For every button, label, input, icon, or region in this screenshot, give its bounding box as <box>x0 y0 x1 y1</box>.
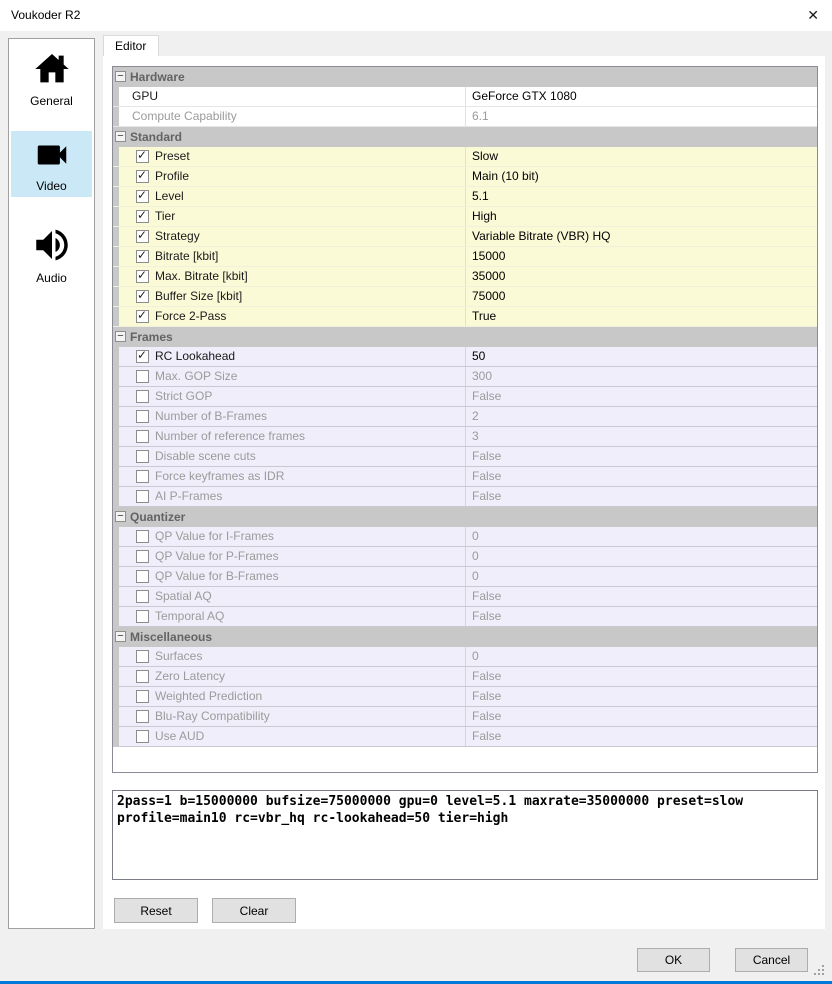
property-label: AI P-Frames <box>155 489 223 503</box>
property-row-number-of-b-frames[interactable] <box>113 407 817 427</box>
sidebar-item-general[interactable] <box>11 45 92 111</box>
property-label: Surfaces <box>155 649 203 663</box>
check-icon: ✓ <box>137 148 148 162</box>
property-label: Tier <box>155 209 176 223</box>
property-label-cell <box>119 167 466 186</box>
property-value[interactable]: Variable Bitrate (VBR) HQ <box>472 229 611 243</box>
property-row-rc-lookahead[interactable] <box>113 347 817 367</box>
property-row-compute-capability[interactable] <box>113 107 817 127</box>
property-value[interactable]: Slow <box>472 149 499 163</box>
checkbox-max-gop-size[interactable] <box>136 370 149 383</box>
collapse-icon[interactable]: − <box>115 511 126 522</box>
property-label-cell <box>119 467 466 486</box>
property-label-cell <box>119 647 466 666</box>
property-label-cell <box>119 547 466 566</box>
property-value[interactable]: False <box>472 489 502 503</box>
checkbox-surfaces[interactable] <box>136 650 149 663</box>
property-label: Number of B-Frames <box>155 409 268 423</box>
property-value[interactable]: 35000 <box>472 269 506 283</box>
checkbox-preset[interactable] <box>136 150 149 163</box>
property-label-cell <box>119 247 466 266</box>
property-row-profile[interactable] <box>113 167 817 187</box>
property-label: Bitrate [kbit] <box>155 249 219 263</box>
checkbox-strategy[interactable] <box>136 230 149 243</box>
property-value[interactable]: False <box>472 389 502 403</box>
check-icon: ✓ <box>137 308 148 322</box>
video-camera-icon <box>30 136 74 174</box>
section-title: Quantizer <box>130 510 186 524</box>
checkbox-tier[interactable] <box>136 210 149 223</box>
property-row-preset[interactable] <box>113 147 817 167</box>
property-label: GPU <box>132 89 159 103</box>
property-label-cell <box>119 307 466 326</box>
section-header-hardware[interactable] <box>113 67 817 87</box>
property-row-qp-value-for-p-frames[interactable] <box>113 547 817 567</box>
check-icon: ✓ <box>137 168 148 182</box>
property-label: Spatial AQ <box>155 589 212 603</box>
property-value[interactable]: 0 <box>472 549 479 563</box>
sidebar-item-audio[interactable] <box>11 219 92 289</box>
property-row-force-2-pass[interactable] <box>113 307 817 327</box>
property-value[interactable]: 50 <box>472 349 486 363</box>
property-label-cell <box>119 487 466 506</box>
property-row-spatial-aq[interactable] <box>113 587 817 607</box>
section-title: Standard <box>130 130 183 144</box>
property-value[interactable]: False <box>472 669 502 683</box>
sidebar-item-label: Video <box>36 178 67 193</box>
property-label: Zero Latency <box>155 669 226 683</box>
property-value[interactable]: False <box>472 449 502 463</box>
property-label-cell <box>119 447 466 466</box>
property-value[interactable]: 75000 <box>472 289 506 303</box>
section-header-quantizer[interactable] <box>113 507 817 527</box>
checkbox-ai-p-frames[interactable] <box>136 490 149 503</box>
property-label: Disable scene cuts <box>155 449 256 463</box>
property-value[interactable]: 2 <box>472 409 479 423</box>
checkbox-bitrate-kbit[interactable] <box>136 250 149 263</box>
checkbox-qp-value-for-i-frames[interactable] <box>136 530 149 543</box>
property-row-number-of-reference-frames[interactable] <box>113 427 817 447</box>
property-label-cell <box>119 147 466 166</box>
property-label-cell <box>119 347 466 366</box>
property-value[interactable]: False <box>472 589 502 603</box>
property-label-cell <box>119 87 466 106</box>
property-label-cell <box>119 427 466 446</box>
property-label-cell <box>119 527 466 546</box>
clear-button[interactable]: Clear <box>212 898 296 923</box>
property-label: Profile <box>155 169 190 183</box>
property-value[interactable]: High <box>472 209 497 223</box>
property-label-cell <box>119 687 466 706</box>
property-label: Compute Capability <box>132 109 237 123</box>
property-row-bitrate-kbit[interactable] <box>113 247 817 267</box>
property-label: Force 2-Pass <box>155 309 227 323</box>
collapse-icon[interactable]: − <box>115 71 126 82</box>
speaker-icon <box>29 224 75 266</box>
section-title: Hardware <box>130 70 185 84</box>
resize-grip[interactable] <box>814 965 826 977</box>
reset-button[interactable]: Reset <box>114 898 198 923</box>
property-value[interactable]: Main (10 bit) <box>472 169 539 183</box>
property-label: Temporal AQ <box>155 609 225 623</box>
property-label-cell <box>119 227 466 246</box>
property-label: Preset <box>155 149 190 163</box>
property-row-strategy[interactable] <box>113 227 817 247</box>
property-label: Buffer Size [kbit] <box>155 289 243 303</box>
property-value[interactable]: False <box>472 729 502 743</box>
checkbox-temporal-aq[interactable] <box>136 610 149 623</box>
property-row-use-aud[interactable] <box>113 727 817 747</box>
property-label-cell <box>119 727 466 746</box>
property-label: QP Value for P-Frames <box>155 549 279 563</box>
property-grid <box>112 66 818 773</box>
checkbox-spatial-aq[interactable] <box>136 590 149 603</box>
property-value[interactable]: 0 <box>472 569 479 583</box>
section-header-miscellaneous[interactable] <box>113 627 817 647</box>
property-label: Use AUD <box>155 729 205 743</box>
check-icon: ✓ <box>137 228 148 242</box>
property-row-disable-scene-cuts[interactable] <box>113 447 817 467</box>
section-title: Frames <box>130 330 173 344</box>
collapse-icon[interactable]: − <box>115 331 126 342</box>
sidebar <box>8 38 95 929</box>
titlebar <box>0 0 832 31</box>
property-value[interactable]: 15000 <box>472 249 506 263</box>
check-icon: ✓ <box>137 248 148 262</box>
property-value[interactable]: False <box>472 709 502 723</box>
ok-button[interactable]: OK <box>637 948 710 972</box>
property-label-cell <box>119 607 466 626</box>
property-label: Number of reference frames <box>155 429 306 443</box>
check-icon: ✓ <box>137 348 148 362</box>
property-value[interactable]: False <box>472 689 502 703</box>
property-label-cell <box>119 207 466 226</box>
checkbox-qp-value-for-b-frames[interactable] <box>136 570 149 583</box>
command-line-box[interactable] <box>112 790 818 880</box>
property-value[interactable]: 5.1 <box>472 189 489 203</box>
property-label: QP Value for I-Frames <box>155 529 274 543</box>
property-label-cell <box>119 387 466 406</box>
section-title: Miscellaneous <box>130 630 213 644</box>
property-label: Weighted Prediction <box>155 689 263 703</box>
close-icon[interactable]: ✕ <box>807 7 819 23</box>
property-row-weighted-prediction[interactable] <box>113 687 817 707</box>
property-row-level[interactable] <box>113 187 817 207</box>
checkbox-number-of-b-frames[interactable] <box>136 410 149 423</box>
property-row-max-gop-size[interactable] <box>113 367 817 387</box>
property-value[interactable]: 0 <box>472 649 479 663</box>
property-row-buffer-size-kbit[interactable] <box>113 287 817 307</box>
property-label: Strict GOP <box>155 389 213 403</box>
property-value[interactable]: 0 <box>472 529 479 543</box>
property-value[interactable]: GeForce GTX 1080 <box>472 89 577 103</box>
checkbox-weighted-prediction[interactable] <box>136 690 149 703</box>
property-label-cell <box>119 187 466 206</box>
property-row-temporal-aq[interactable] <box>113 607 817 627</box>
check-icon: ✓ <box>137 208 148 222</box>
collapse-icon[interactable]: − <box>115 131 126 142</box>
checkbox-zero-latency[interactable] <box>136 670 149 683</box>
section-header-standard[interactable] <box>113 127 817 147</box>
property-value[interactable]: 6.1 <box>472 109 489 123</box>
property-row-ai-p-frames[interactable] <box>113 487 817 507</box>
section-header-frames[interactable] <box>113 327 817 347</box>
checkbox-blu-ray-compatibility[interactable] <box>136 710 149 723</box>
check-icon: ✓ <box>137 268 148 282</box>
property-row-qp-value-for-i-frames[interactable] <box>113 527 817 547</box>
tab-editor[interactable] <box>103 35 159 57</box>
property-label-cell <box>119 367 466 386</box>
property-label: RC Lookahead <box>155 349 236 363</box>
property-value[interactable]: 3 <box>472 429 479 443</box>
property-label-cell <box>119 267 466 286</box>
property-value[interactable]: 300 <box>472 369 493 383</box>
property-label: Strategy <box>155 229 200 243</box>
checkbox-disable-scene-cuts[interactable] <box>136 450 149 463</box>
property-label: Blu-Ray Compatibility <box>155 709 270 723</box>
tab-label: Editor <box>115 39 147 53</box>
property-label: Max. GOP Size <box>155 369 238 383</box>
property-label: Max. Bitrate [kbit] <box>155 269 248 283</box>
property-row-zero-latency[interactable] <box>113 667 817 687</box>
property-value[interactable]: True <box>472 309 497 323</box>
collapse-icon[interactable]: − <box>115 631 126 642</box>
cancel-button[interactable]: Cancel <box>735 948 808 972</box>
checkbox-force-2-pass[interactable] <box>136 310 149 323</box>
property-row-qp-value-for-b-frames[interactable] <box>113 567 817 587</box>
check-icon: ✓ <box>137 188 148 202</box>
sidebar-item-label: General <box>30 93 73 108</box>
sidebar-item-video[interactable] <box>11 131 92 197</box>
checkbox-rc-lookahead[interactable] <box>136 350 149 363</box>
property-row-force-keyframes-as-idr[interactable] <box>113 467 817 487</box>
sidebar-item-label: Audio <box>36 270 67 285</box>
property-label: Force keyframes as IDR <box>155 469 285 483</box>
checkbox-strict-gop[interactable] <box>136 390 149 403</box>
property-label-cell <box>119 667 466 686</box>
property-label-cell <box>119 287 466 306</box>
checkbox-force-keyframes-as-idr[interactable] <box>136 470 149 483</box>
property-value[interactable]: False <box>472 609 502 623</box>
property-label-cell <box>119 587 466 606</box>
checkbox-number-of-reference-frames[interactable] <box>136 430 149 443</box>
checkbox-max-bitrate-kbit[interactable] <box>136 270 149 283</box>
checkbox-level[interactable] <box>136 190 149 203</box>
property-label-cell <box>119 107 466 126</box>
property-row-max-bitrate-kbit[interactable] <box>113 267 817 287</box>
check-icon: ✓ <box>137 288 148 302</box>
property-value[interactable]: False <box>472 469 502 483</box>
checkbox-profile[interactable] <box>136 170 149 183</box>
checkbox-qp-value-for-p-frames[interactable] <box>136 550 149 563</box>
property-row-strict-gop[interactable] <box>113 387 817 407</box>
home-icon <box>31 49 73 89</box>
property-row-surfaces[interactable] <box>113 647 817 667</box>
property-label: Level <box>155 189 184 203</box>
property-row-tier[interactable] <box>113 207 817 227</box>
window-title: Voukoder R2 <box>11 8 81 22</box>
property-label-cell <box>119 707 466 726</box>
property-row-gpu[interactable] <box>113 87 817 107</box>
property-label: QP Value for B-Frames <box>155 569 279 583</box>
checkbox-use-aud[interactable] <box>136 730 149 743</box>
property-label-cell <box>119 407 466 426</box>
checkbox-buffer-size-kbit[interactable] <box>136 290 149 303</box>
property-row-blu-ray-compatibility[interactable] <box>113 707 817 727</box>
property-label-cell <box>119 567 466 586</box>
